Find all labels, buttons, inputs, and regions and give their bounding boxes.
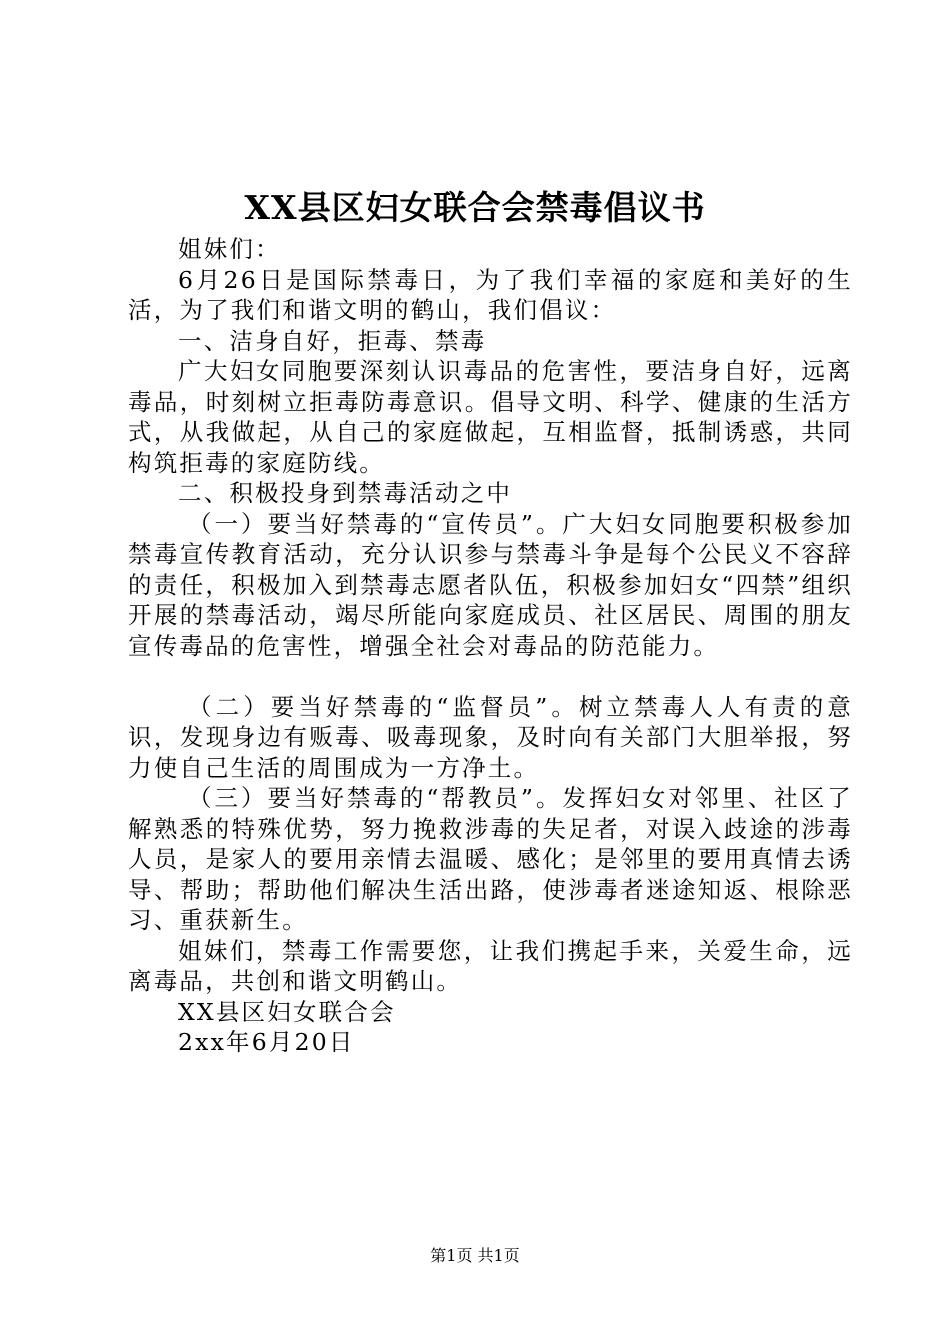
subsection-mentor-paragraph: （三）要当好禁毒的“帮教员”。发挥妇女对邻里、社区了解熟悉的特殊优势，努力挽救涉毒的失足者，对误入歧途的涉毒人员，是家人的要用亲情去温暖、感化；是邻里的要用真情去诱导、帮助；帮助他们解决生活出路，使涉毒者迷途知返、根除恶习、重获新生。 — [128, 784, 853, 934]
subsection-supervisor-paragraph: （二）要当好禁毒的“监督员”。树立禁毒人人有责的意识，发现身边有贩毒、吸毒现象，及时向有关部门大胆举报，努力使自己生活的周围成为一方净土。 — [128, 692, 853, 782]
signature-date: 2xx年6月20日 — [178, 1028, 355, 1056]
page-number-footer: 第1页 共1页 — [430, 1246, 520, 1265]
document-body — [128, 234, 853, 1058]
closing-paragraph: 姐妹们，禁毒工作需要您，让我们携起手来，关爱生命，远离毒品，共创和谐文明鹤山。 — [128, 936, 853, 995]
document-title: XX县区妇女联合会禁毒倡议书 — [244, 188, 706, 227]
section-1-paragraph: 广大妇女同胞要深刻认识毒品的危害性，要洁身自好，远离毒品，时刻树立拒毒防毒意识。倡导文明、科学、健康的生活方式，从我做起，从自己的家庭做起，互相监督，抵制诱惑，共同构筑拒毒的家庭防线。 — [128, 357, 853, 477]
salutation: 姐妹们： — [178, 235, 281, 263]
section-heading-1: 一、洁身自好，拒毒、禁毒 — [178, 326, 487, 355]
subsection-publicist-paragraph: （一）要当好禁毒的“宣传员”。广大妇女同胞要积极参加禁毒宣传教育活动，充分认识参与禁毒斗争是每个公民义不容辞的责任，积极加入到禁毒志愿者队伍，积极参加妇女“四禁”组织开展的禁毒活动，竭尽所能向家庭成员、社区居民、周围的朋友宣传毒品的危害性，增强全社会对毒品的防范能力。 — [128, 509, 853, 660]
section-heading-2: 二、积极投身到禁毒活动之中 — [178, 479, 513, 507]
intro-paragraph: 6月26日是国际禁毒日，为了我们幸福的家庭和美好的生活，为了我们和谐文明的鹤山，我们倡议： — [128, 265, 853, 324]
signature-organization: XX县区妇女联合会 — [178, 997, 396, 1026]
